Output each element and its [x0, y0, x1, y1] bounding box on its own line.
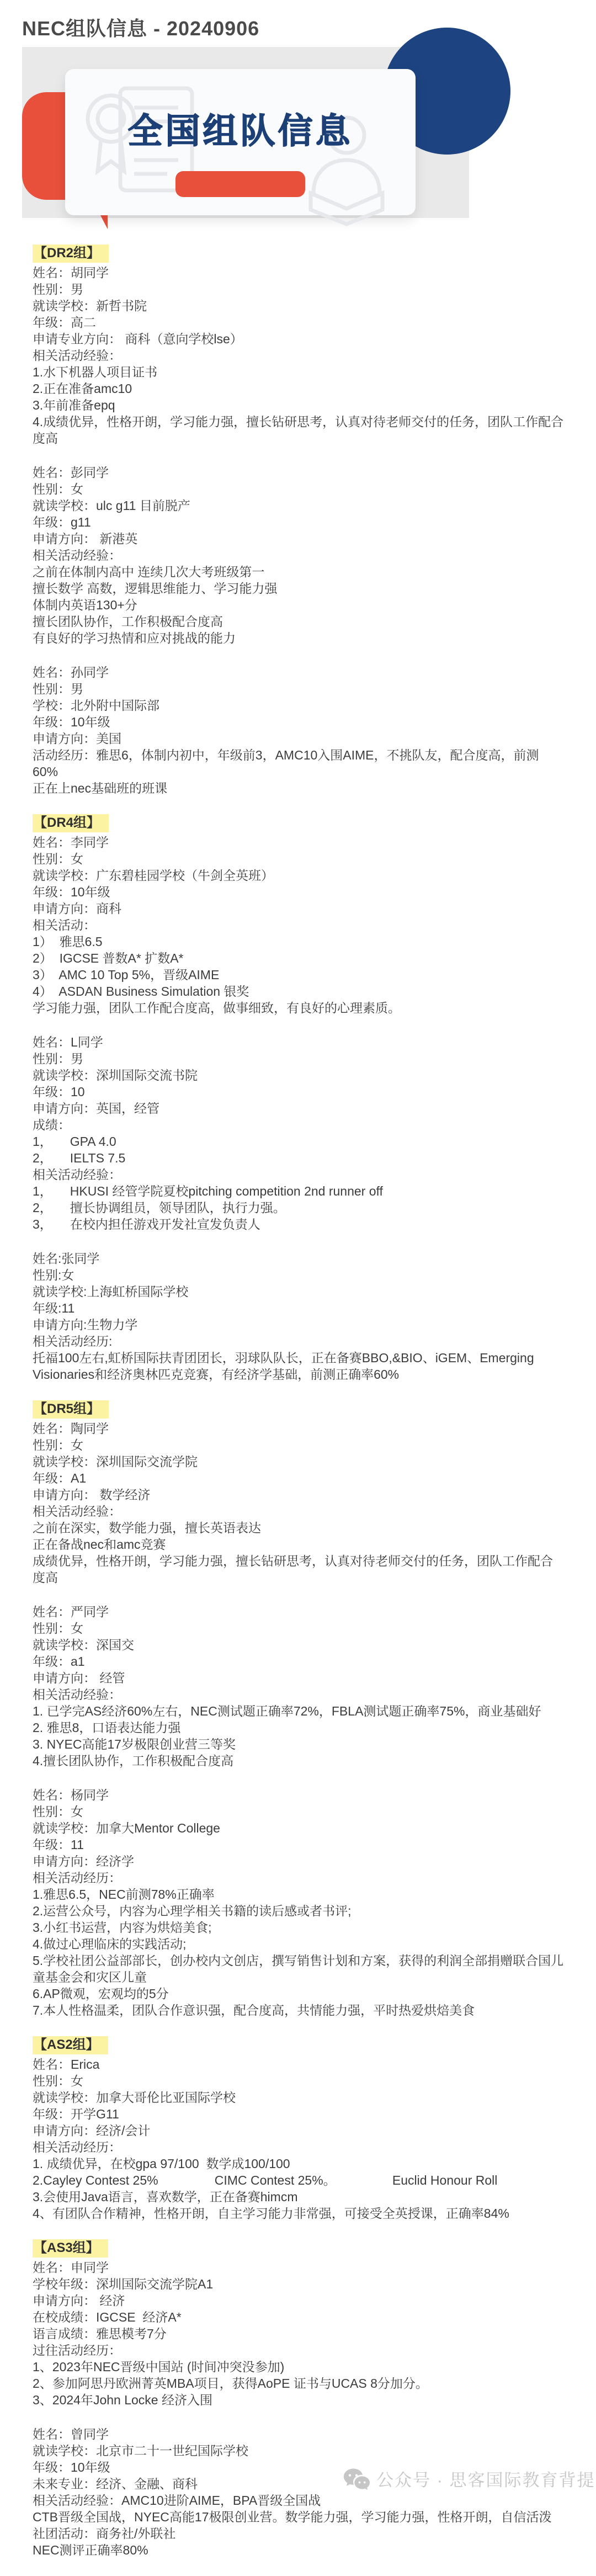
entry-line: NEC测评正确率80%: [33, 2543, 148, 2557]
entry-line: 年级：高二: [33, 315, 96, 330]
entry-line: 就读学校:上海虹桥国际学校: [33, 1284, 189, 1299]
entry-line: 2.Cayley Contest 25% CIMC Contest 25%。 Euclid Honour Roll: [33, 2173, 498, 2187]
group-header: [33, 1400, 564, 1419]
banner-underline-bar: [175, 171, 305, 197]
entry-line: 年级：开学G11: [33, 2107, 119, 2121]
entry-line: 擅长团队协作，工作积极配合度高: [33, 614, 223, 629]
entry-line: 姓名：曾同学: [33, 2427, 109, 2441]
entry-line: 就读学校：加拿大Mentor College: [33, 1821, 220, 1835]
entry-line: 成绩：: [33, 1118, 71, 1132]
entry-line: 年级：10年级: [33, 885, 110, 899]
entry-line: 擅长数学 高数，逻辑思维能力、学习能力强: [33, 581, 278, 596]
entry-line: 1， HKUSI 经管学院夏校pitching competition 2nd runner off: [33, 1184, 383, 1198]
entry-line: 性别：女: [33, 1804, 83, 1819]
entry-line: 托福100左右,虹桥国际扶青团团长，羽球队队长，正在备赛BBO,&BIO、iGEM、Emerging Visionaries和经济奥林匹克竞赛，有经济学基础，前测正确率60%: [33, 1351, 538, 1382]
student-entry: [33, 664, 564, 796]
entry-line: 4） ASDAN Business Simulation 银奖: [33, 984, 249, 998]
entry-line: 学习能力强，团队工作配合度高，做事细致，有良好的心理素质。: [33, 1001, 401, 1015]
entry-line: 社团活动：商务社/外联社: [33, 2526, 176, 2541]
entry-line: 姓名：胡同学: [33, 265, 109, 280]
entry-line: 之前在体制内高中 连续几次大考班级第一: [33, 565, 265, 579]
entry-line: 年级:11: [33, 1301, 75, 1315]
entry-line: 相关活动经验：: [33, 548, 121, 562]
student-entry: [33, 834, 564, 1016]
student-entry: [33, 2056, 564, 2222]
entry-line: 成绩优异，性格开朗，学习能力强，擅长钻研思考，认真对待老师交付的任务，团队工作配合度高: [33, 1554, 553, 1585]
entry-line: 6.AP微观，宏观均的5分: [33, 1987, 169, 2001]
entry-line: 申请专业方向： 商科（意向学校lse）: [33, 332, 243, 346]
entry-line: 年级：10: [33, 1085, 85, 1099]
entry-line: 姓名：李同学: [33, 835, 109, 849]
entry-line: 就读学校：深圳国际交流学院: [33, 1454, 198, 1469]
group-tag: 【AS3组】: [33, 2239, 108, 2258]
entry-line: 姓名：彭同学: [33, 465, 109, 480]
entry-line: 活动经历：雅思6，体制内初中，年级前3，AMC10入围AIME，不挑队友，配合度高，前测60%: [33, 748, 539, 779]
entry-line: 申请方向：英国，经管: [33, 1101, 159, 1116]
banner-card: [65, 69, 416, 215]
entry-line: 性别：男: [33, 1051, 83, 1066]
group-header: [33, 2239, 564, 2258]
entry-line: 性别：女: [33, 1621, 83, 1635]
entry-line: 相关活动经验：: [33, 348, 121, 363]
entry-line: 申请方向： 数学经济: [33, 1488, 151, 1502]
entry-line: 就读学校：加拿大哥伦比亚国际学校: [33, 2090, 236, 2105]
entry-line: 3.年前准备epq: [33, 398, 115, 412]
entry-line: 在校成绩：IGCSE 经济A*: [33, 2310, 182, 2324]
entry-line: 3） AMC 10 Top 5%，晋级AIME: [33, 968, 220, 982]
entry-line: 1.雅思6.5，NEC前测78%正确率: [33, 1887, 215, 1902]
student-entry: [33, 2259, 564, 2408]
entry-line: 2、参加阿思丹欧洲菁英MBA项目，获得AoPE 证书与UCAS 8分加分。: [33, 2376, 428, 2391]
entry-line: 有良好的学习热情和应对挑战的能力: [33, 631, 236, 645]
group-tag: 【AS2组】: [33, 2036, 108, 2054]
watermark-text: 公众号 · 思客国际教育背提: [376, 2471, 595, 2490]
entry-line: 年级：10年级: [33, 715, 110, 729]
entry-line: 相关活动经验：: [33, 1687, 121, 1702]
student-entry: [33, 2426, 564, 2558]
content: [0, 218, 596, 2576]
entry-line: 体制内英语130+分: [33, 598, 137, 612]
entry-line: 5.学校社团公益部部长，创办校内文创店，撰写销售计划和方案，获得的利润全部捐赠联合国儿童基金会和灾区儿童: [33, 1953, 564, 1984]
entry-line: 年级：g11: [33, 515, 91, 529]
entry-line: 未来专业：经济、金融、商科: [33, 2477, 198, 2491]
entry-line: 姓名：杨同学: [33, 1788, 109, 1802]
entry-line: 申请方向：经济/会计: [33, 2123, 151, 2138]
group-tag: 【DR4组】: [33, 814, 109, 832]
student-entry: [33, 1603, 564, 1769]
entry-line: 性别：男: [33, 282, 83, 296]
entry-line: 相关活动经验：AMC10进阶AIME，BPA晋级全国战: [33, 2493, 321, 2508]
entry-line: 3. NYEC高能17岁极限创业营三等奖: [33, 1737, 236, 1751]
group-header: [33, 2036, 564, 2055]
entry-line: 性别：男: [33, 682, 83, 696]
entry-line: 性别：女: [33, 852, 83, 866]
entry-line: 2） IGCSE 普数A* 扩数A*: [33, 951, 184, 965]
entry-line: 申请方向： 经管: [33, 1671, 125, 1685]
student-entry: [33, 264, 564, 447]
entry-line: 申请方向：经济学: [33, 1854, 134, 1868]
entry-line: 性别：女: [33, 2074, 83, 2088]
entry-line: 2， 擅长协调组员，领导团队，执行力强。: [33, 1201, 286, 1215]
entry-line: 2.正在准备amc10: [33, 381, 132, 396]
student-entry: [33, 1787, 564, 2019]
entry-line: 年级：a1: [33, 1654, 85, 1669]
group-header: [33, 814, 564, 833]
entry-line: 姓名：陶同学: [33, 1421, 109, 1436]
entry-line: 1. 已学完AS经济60%左右，NEC测试题正确率72%，FBLA测试题正确率75%，商业基础好: [33, 1704, 541, 1718]
entry-line: 就读学校：ulc g11 目前脱产: [33, 498, 190, 513]
entry-line: 7.本人性格温柔，团队合作意识强，配合度高，共情能力强，平时热爱烘焙美食: [33, 2003, 475, 2017]
entry-line: 申请方向： 新港英: [33, 532, 138, 546]
entry-line: 性别:女: [33, 1268, 74, 1282]
entry-line: 年级：A1: [33, 1471, 87, 1485]
entry-line: 语言成绩：雅思模考7分: [33, 2327, 167, 2341]
entry-line: 相关活动经历：: [33, 2140, 121, 2154]
entry-line: 姓名:张同学: [33, 1251, 100, 1266]
student-entry: [33, 1034, 564, 1233]
entry-line: 申请方向： 经济: [33, 2293, 125, 2308]
entry-line: 4.成绩优异，性格开朗，学习能力强，擅长钻研思考，认真对待老师交付的任务，团队工作配合度高: [33, 415, 564, 445]
entry-line: 性别：女: [33, 1438, 83, 1452]
entry-line: 过往活动经历：: [33, 2343, 121, 2357]
entry-line: 学校：北外附中国际部: [33, 698, 159, 713]
wechat-icon: [343, 2467, 370, 2490]
entry-line: 学校年级：深圳国际交流学院A1: [33, 2277, 214, 2291]
watermark: [343, 2466, 595, 2491]
entry-line: 性别：女: [33, 482, 83, 496]
entry-line: 就读学校：广东碧桂园学校（牛剑全英班）: [33, 868, 274, 883]
entry-line: 姓名：申同学: [33, 2260, 109, 2275]
entry-line: 正在上nec基础班的班课: [33, 781, 168, 795]
banner: [22, 47, 469, 218]
entry-line: 相关活动经历：: [33, 1871, 121, 1885]
entry-line: 2， IELTS 7.5: [33, 1151, 126, 1165]
student-entry: [33, 464, 564, 646]
entry-line: 3.小红书运营，内容为烘焙美食;: [33, 1920, 212, 1935]
entry-line: 就读学校：北京市二十一世纪国际学校: [33, 2444, 248, 2458]
entry-line: 1. 成绩优异，在校gpa 97/100 数学成100/100: [33, 2157, 290, 2171]
entry-line: 就读学校：新哲书院: [33, 299, 147, 313]
entry-line: 3.会使用Java语言，喜欢数学，正在备赛himcm: [33, 2190, 298, 2204]
entry-line: 申请方向：商科: [33, 901, 121, 916]
entry-line: 相关活动：: [33, 918, 96, 932]
entry-line: 正在备战nec和amc竞赛: [33, 1537, 166, 1552]
entry-line: 之前在深实，数学能力强，擅长英语表达: [33, 1521, 261, 1535]
group-header: [33, 245, 564, 263]
entry-line: 1） 雅思6.5: [33, 934, 103, 949]
entry-line: 3， 在校内担任游戏开发社宣发负责人: [33, 1217, 260, 1231]
entry-line: 4、有团队合作精神，性格开朗，自主学习能力非常强，可接受全英授课，正确率84%: [33, 2206, 509, 2221]
student-entry: [33, 1250, 564, 1383]
group-tag: 【DR5组】: [33, 1400, 109, 1419]
entry-line: 姓名：严同学: [33, 1605, 109, 1619]
entry-line: 姓名：孙同学: [33, 665, 109, 679]
page-title: NEC组队信息 - 20240906: [22, 17, 260, 40]
entry-line: 姓名：Erica: [33, 2057, 100, 2072]
entry-line: 申请方向：美国: [33, 731, 121, 746]
entry-line: 姓名：L同学: [33, 1035, 103, 1049]
entry-line: 年级：11: [33, 1837, 84, 1852]
entry-line: 4.做过心理临床的实践活动;: [33, 1937, 187, 1951]
entry-line: 2.运营公众号，内容为心理学相关书籍的读后感或者书评;: [33, 1904, 352, 1918]
entry-line: 相关活动经验：: [33, 1167, 121, 1182]
entry-line: 3、2024年John Locke 经济入围: [33, 2393, 212, 2407]
entry-line: 相关活动经验：: [33, 1504, 121, 1518]
entry-line: CTB晋级全国战，NYEC高能17极限创业营。数学能力强，学习能力强，性格开朗，自信活泼: [33, 2510, 552, 2524]
entry-line: 申请方向:生物力学: [33, 1318, 138, 1332]
banner-title: 全国组队信息: [127, 112, 353, 151]
group-tag: 【DR2组】: [33, 245, 109, 263]
student-entry: [33, 1420, 564, 1586]
entry-line: 1， GPA 4.0: [33, 1134, 116, 1149]
entry-line: 相关活动经历:: [33, 1334, 113, 1348]
entry-line: 1.水下机器人项目证书: [33, 365, 158, 379]
entry-line: 就读学校：深圳国际交流书院: [33, 1068, 198, 1082]
entry-line: 2. 雅思8，口语表达能力强: [33, 1720, 181, 1735]
entry-line: 年级：10年级: [33, 2460, 110, 2474]
entry-line: 1、2023年NEC晋级中国站 (时间冲突没参加): [33, 2360, 285, 2374]
entry-line: 就读学校：深国交: [33, 1638, 134, 1652]
entry-line: 4.擅长团队协作，工作积极配合度高: [33, 1754, 234, 1768]
